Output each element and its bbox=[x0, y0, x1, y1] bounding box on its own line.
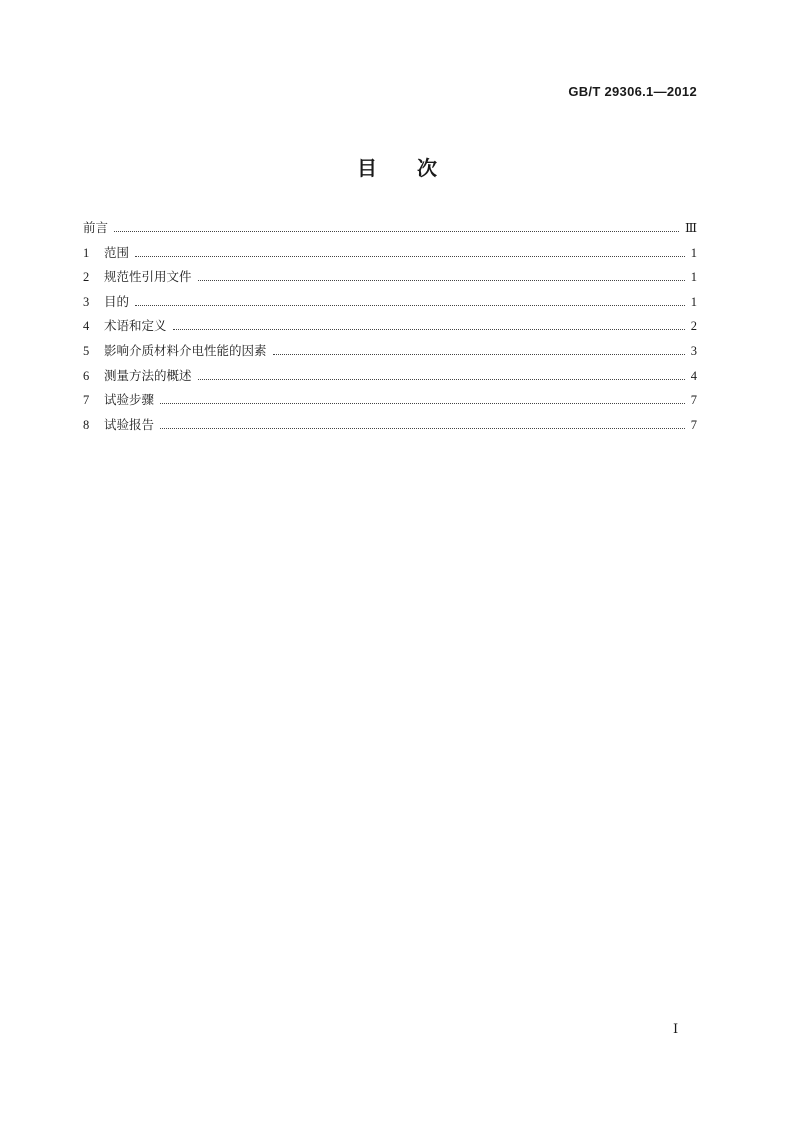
toc-entry-4[interactable] bbox=[83, 314, 697, 339]
toc-entry-label: 目的 bbox=[104, 293, 130, 309]
toc-entry-number: 5 bbox=[83, 343, 90, 358]
page-title bbox=[0, 152, 794, 181]
toc-entry-page: 1 bbox=[690, 245, 697, 260]
toc-entry-page: 4 bbox=[690, 368, 697, 383]
title-part-2: 次 bbox=[417, 156, 437, 180]
toc-entry-7[interactable] bbox=[83, 388, 697, 413]
toc-entry-number: 1 bbox=[83, 245, 90, 260]
toc-entry-label: 试验报告 bbox=[104, 416, 155, 432]
toc-entry-5[interactable] bbox=[83, 339, 697, 364]
toc-entry-page: 1 bbox=[690, 270, 697, 285]
toc-entry-number: 7 bbox=[83, 393, 90, 408]
toc-entry-number: 6 bbox=[83, 368, 90, 383]
toc-leader-dots bbox=[198, 280, 685, 281]
toc-entry-page: 7 bbox=[690, 417, 697, 432]
toc-leader-dots bbox=[273, 354, 685, 355]
toc-entry-label: 规范性引用文件 bbox=[104, 269, 192, 285]
toc-entry-1[interactable] bbox=[83, 241, 697, 266]
toc-entry-number: 3 bbox=[83, 294, 90, 309]
toc-entry-label: 术语和定义 bbox=[104, 318, 167, 334]
toc-entry-2[interactable] bbox=[83, 265, 697, 290]
toc-entry-page: Ⅲ bbox=[684, 221, 697, 235]
toc-entry-foreword[interactable] bbox=[83, 216, 697, 241]
toc-entry-label: 前言 bbox=[83, 220, 109, 235]
toc-leader-dots bbox=[135, 305, 685, 306]
toc-entry-page: 1 bbox=[690, 294, 697, 309]
toc-entry-8[interactable] bbox=[83, 413, 697, 438]
toc-entry-number: 8 bbox=[83, 417, 90, 432]
toc-leader-dots bbox=[160, 403, 685, 404]
toc-entry-3[interactable] bbox=[83, 290, 697, 315]
toc-entry-6[interactable] bbox=[83, 364, 697, 389]
toc-entry-label: 测量方法的概述 bbox=[104, 367, 192, 383]
toc-leader-dots bbox=[135, 256, 685, 257]
toc-entry-page: 3 bbox=[690, 343, 697, 358]
toc-leader-dots bbox=[160, 428, 685, 429]
title-part-1: 目 bbox=[357, 156, 377, 180]
toc-entry-number: 2 bbox=[83, 270, 90, 285]
toc-entry-label: 影响介质材料介电性能的因素 bbox=[104, 342, 267, 358]
toc-entry-number: 4 bbox=[83, 319, 90, 334]
toc-entry-label: 试验步骤 bbox=[104, 392, 155, 408]
standard-code: GB/T 29306.1—2012 bbox=[568, 84, 697, 99]
toc-leader-dots bbox=[173, 329, 685, 330]
toc-entry-page: 7 bbox=[690, 393, 697, 408]
toc-leader-dots bbox=[198, 379, 685, 380]
toc-entry-label: 范围 bbox=[104, 244, 130, 260]
toc-leader-dots bbox=[114, 231, 679, 232]
page-number: Ⅰ bbox=[673, 1021, 679, 1036]
table-of-contents bbox=[83, 216, 697, 437]
toc-entry-page: 2 bbox=[690, 319, 697, 334]
